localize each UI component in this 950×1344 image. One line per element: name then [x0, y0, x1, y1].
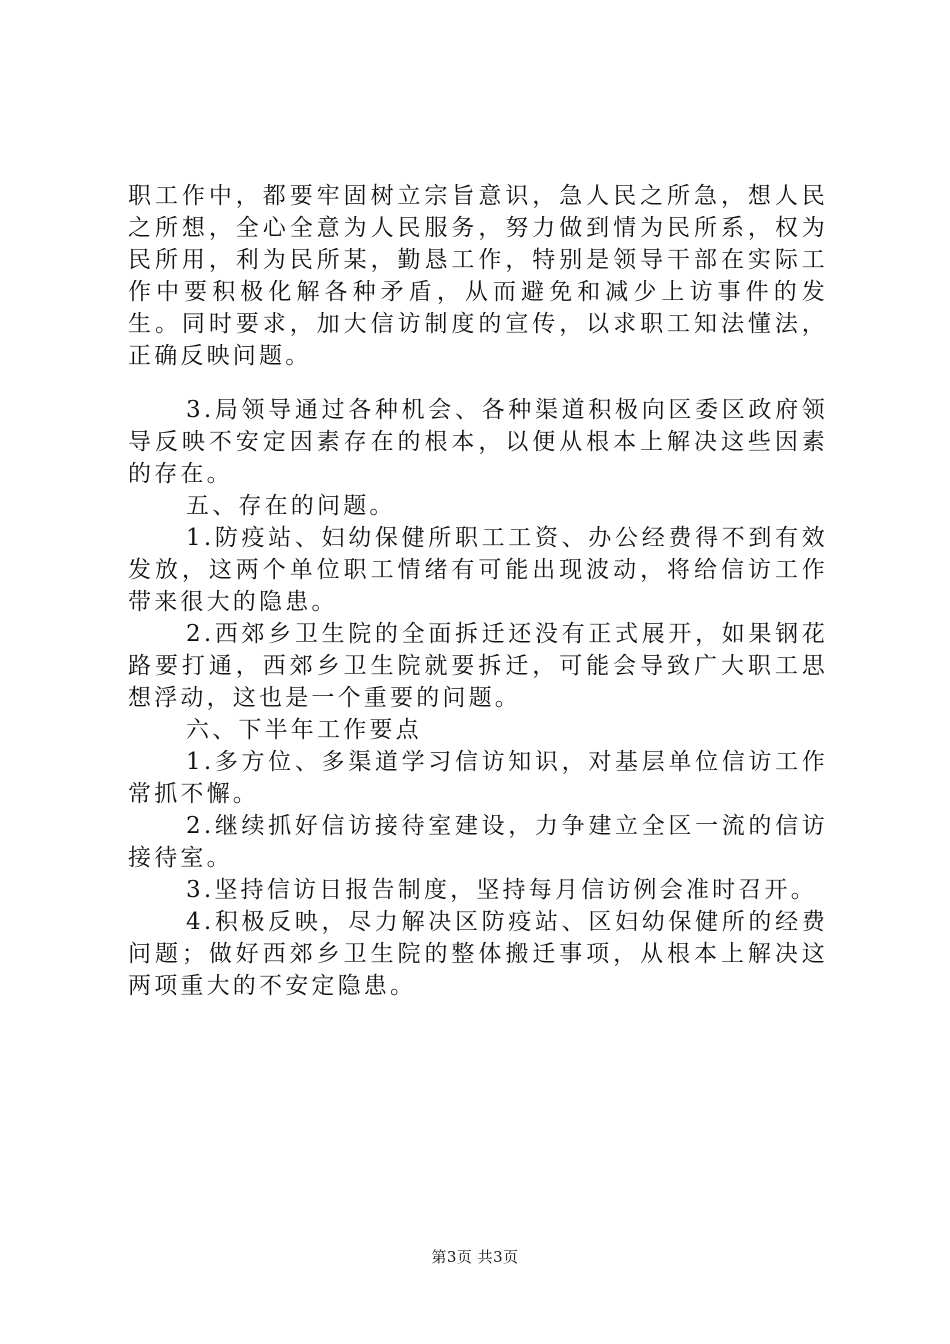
paragraph-point-4: 4.积极反映，尽力解决区防疫站、区妇幼保健所的经费问题；做好西郊乡卫生院的整体搬迁事项，从根本上解决这两项重大的不安定隐患。 — [128, 909, 828, 999]
paragraph-point-3: 3.坚持信访日报告制度，坚持每月信访例会准时召开。 — [186, 877, 817, 903]
paragraph-point-1: 1.多方位、多渠道学习信访知识，对基层单位信访工作常抓不懈。 — [128, 749, 828, 807]
paragraph-continuation: 职工作中，都要牢固树立宗旨意识，急人民之所急，想人民之所想，全心全意为人民服务，努力做到情为民所系，权为民所用，利为民所某，勤恳工作，特别是领导干部在实际工作中要积极化解各种矛盾，从而避免和减少上访事件的发生。同时要求，加大信访制度的宣传，以求职工知法懂法，正确反映问题。 — [128, 183, 828, 369]
document-body — [128, 180, 828, 1002]
paragraph-point-2: 2.继续抓好信访接待室建设，力争建立全区一流的信访接待室。 — [128, 813, 828, 871]
paragraph-problem-1: 1.防疫站、妇幼保健所职工工资、办公经费得不到有效发放，这两个单位职工情绪有可能出现波动，将给信访工作带来很大的隐患。 — [128, 525, 828, 615]
page-number-footer: 第3页 共3页 — [431, 1248, 519, 1266]
paragraph-item-3-leadership: 3.局领导通过各种机会、各种渠道积极向区委区政府领导反映不安定因素存在的根本，以便从根本上解决这些因素的存在。 — [128, 397, 828, 487]
section-heading-problems: 五、存在的问题。 — [186, 493, 396, 519]
paragraph-problem-2: 2.西郊乡卫生院的全面拆迁还没有正式展开，如果钢花路要打通，西郊乡卫生院就要拆迁，可能会导致广大职工思想浮动，这也是一个重要的问题。 — [128, 621, 828, 711]
section-heading-work-points: 六、下半年工作要点 — [186, 717, 422, 743]
